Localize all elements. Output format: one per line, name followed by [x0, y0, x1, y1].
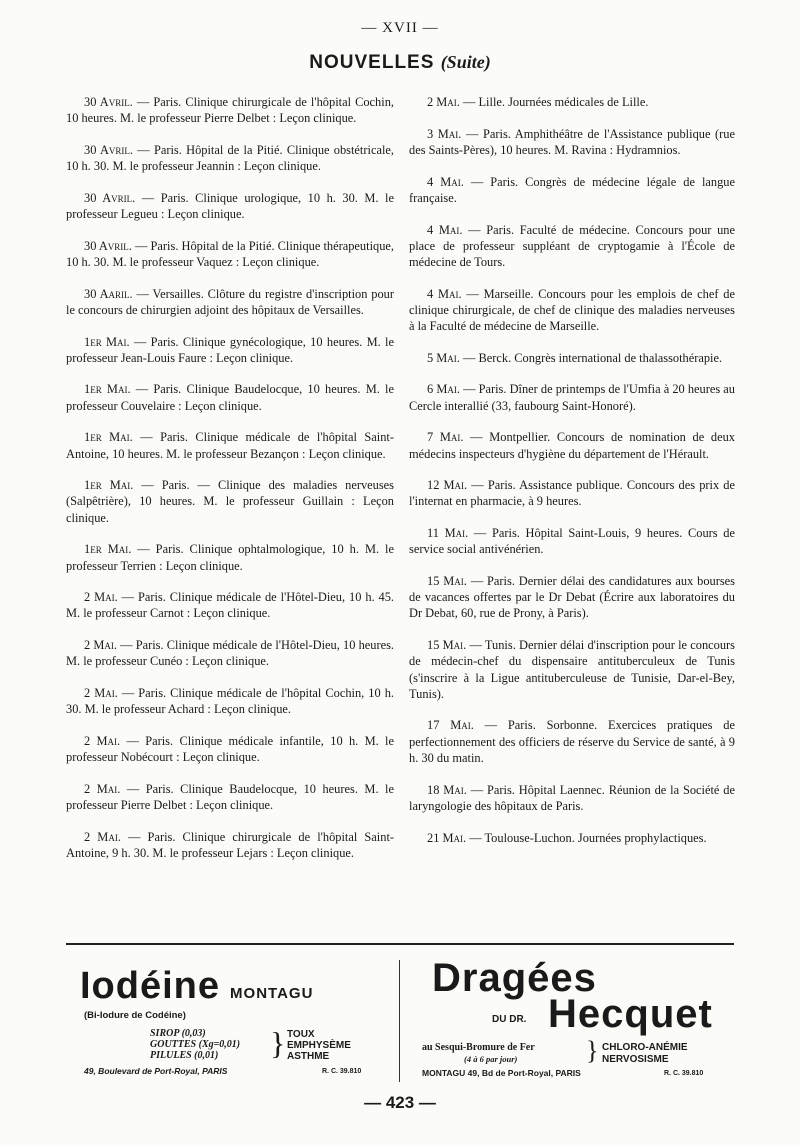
- news-entry-text: — Paris. Hôpital de la Pitié. Clinique obstétricale, 10 h. 30. M. le professeur Jeannin : Leçon clinique.: [66, 142, 394, 174]
- news-entry: [66, 94, 394, 126]
- news-entry: [409, 126, 735, 158]
- news-entry-date: 6 Mai.: [427, 382, 460, 397]
- news-entry-date: 4 Mai.: [427, 222, 463, 237]
- news-entry-text: — Paris. Clinique chirurgicale de l'hôpital Cochin, 10 heures. M. le professeur Pierre Delbet : Leçon clinique.: [66, 95, 394, 126]
- news-entry-text: — Paris. Clinique gynécologique, 10 heures. M. le professeur Jean-Louis Faure : Leçon clinique.: [66, 334, 395, 365]
- advert-brace: }: [270, 1025, 286, 1061]
- news-entry-date: 21 Mai.: [427, 830, 467, 845]
- news-entry-text: — Paris. Clinique Baudelocque, 10 heures. M. le professeur Couvelaire : Leçon clinique.: [66, 382, 394, 413]
- advert-indication-nervosisme: NERVOSISME: [602, 1054, 669, 1065]
- ads-vertical-divider: [399, 960, 400, 1082]
- news-entry-text: — Paris. Sorbonne. Exercices pratiques de perfectionnement des officiers de réserve du Service de santé, à 9 h. 30 du matin.: [409, 718, 735, 765]
- advert-iodeine-subtitle: (Bi-Iodure de Codéine): [84, 1010, 186, 1021]
- news-entry-text: — Tunis. Dernier délai d'inscription pour le concours de médecin-chef du dispensaire antituberculeux de Tunis (s'inscrire à la Ligue antituberculeuse de Tunisie, Dar-el-Bey, Tunis).: [409, 638, 735, 701]
- page-number: — 423 —: [364, 1093, 436, 1112]
- news-entry-date: 30 Avril.: [84, 142, 134, 157]
- advert-form-drops: GOUTTES (Xg=0,01): [150, 1039, 241, 1050]
- advert-hecquet-dose: (4 à 6 par jour): [464, 1054, 518, 1064]
- news-entry-date: 2 Mai.: [84, 829, 121, 844]
- right-column: [409, 94, 735, 861]
- advert-hecquet-address: MONTAGU 49, Bd de Port-Royal, PARIS: [422, 1068, 581, 1078]
- news-entry-text: — Paris. Hôpital Laennec. Réunion de la Société de laryngologie des hôpitaux de Paris.: [409, 782, 735, 813]
- news-entry-text: — Paris. Hôpital de la Pitié. Clinique thérapeutique, 10 h. 30. M. le professeur Vaquez : Leçon clinique.: [66, 238, 394, 269]
- news-entry-text: — Lille. Journées médicales de Lille.: [459, 95, 649, 109]
- news-entry-date: 2 Mai.: [84, 686, 118, 701]
- news-entry: [66, 381, 394, 413]
- news-entry-text: — Paris. — Clinique des maladies nerveuses (Salpêtrière), 10 heures. M. le professeur Guillain : Leçon clinique.: [66, 478, 395, 525]
- news-entry-date: 1er Mai.: [84, 334, 130, 349]
- news-entry: [66, 541, 394, 573]
- news-entry-text: — Paris. Congrès de médecine légale de langue française.: [409, 174, 735, 205]
- news-entry: [409, 637, 735, 702]
- news-entry-date: 12 Mai.: [427, 478, 468, 493]
- news-entry: [409, 222, 735, 271]
- news-entry-text: — Berck. Congrès international de thalassothérapie.: [459, 350, 723, 365]
- news-entry: [409, 477, 735, 509]
- news-entry-text: — Paris. Clinique médicale de l'hôpital Saint-Antoine, 10 heures. M. le professeur Bezançon : Leçon clinique.: [66, 430, 394, 461]
- advert-indication-chloro: CHLORO-ANÉMIE: [602, 1042, 688, 1053]
- left-column: [66, 94, 394, 877]
- news-entry-text: — Paris. Clinique ophtalmologique, 10 h. M. le professeur Terrien : Leçon clinique.: [66, 542, 395, 573]
- news-entry-text: — Paris. Clinique médicale de l'Hôtel-Dieu, 10 heures. M. le professeur Cunéo : Leçon clinique.: [66, 638, 395, 669]
- news-entry-date: 4 Mai.: [427, 174, 464, 189]
- ads-divider: [66, 943, 734, 945]
- news-entry-date: 30 Avril.: [84, 190, 136, 205]
- news-entry: [66, 286, 394, 318]
- advert-hecquet-name2: Hecquet: [548, 992, 713, 1036]
- news-entry: [409, 429, 735, 461]
- news-entry-date: 30 Avril.: [84, 95, 133, 109]
- news-entry-date: 3 Mai.: [427, 126, 462, 141]
- news-entry: [66, 477, 394, 526]
- news-entry: [409, 830, 735, 846]
- news-entry-text: — Paris. Clinique médicale infantile, 10 h. M. le professeur Nobécourt : Leçon clinique.: [66, 733, 395, 765]
- advert-hecquet-desc: au Sesqui-Bromure de Fer: [422, 1042, 535, 1053]
- advert-iodeine-brand: MONTAGU: [230, 985, 314, 1002]
- news-entry: [66, 637, 394, 669]
- section-title: [0, 52, 800, 74]
- advert-iodeine-rc: R. C. 39.810: [322, 1068, 362, 1075]
- news-entry-text: — Paris. Amphithéâtre de l'Assistance publique (rue des Saints-Pères), 10 heures. M. Ravina : Hydramnios.: [409, 126, 736, 157]
- advert-indication-toux: TOUX: [287, 1029, 315, 1040]
- title-suffix: (Suite): [440, 52, 491, 72]
- news-entry-text: — Paris. Clinique médicale de l'Hôtel-Dieu, 10 h. 45. M. le professeur Carnot : Leçon clinique.: [66, 590, 395, 621]
- news-entry: [409, 381, 735, 413]
- news-entry-text: — Paris. Clinique urologique, 10 h. 30. M. le professeur Legueu : Leçon clinique.: [66, 190, 394, 222]
- news-entry-date: 15 Mai.: [427, 574, 467, 589]
- advert-indication-emphyseme: EMPHYSÈME: [287, 1040, 351, 1051]
- news-entry-date: 2 Mai.: [84, 781, 121, 796]
- news-entry-text: — Marseille. Concours pour les emplois de chef de clinique chirurgicale, de chef de clinique des maladies nerveuses à la Faculté de médecine de Marseille.: [409, 286, 735, 334]
- title-text: NOUVELLES: [309, 52, 435, 73]
- news-entry: [66, 781, 394, 813]
- news-entry-text: — Paris. Clinique médicale de l'hôpital Cochin, 10 h. 30. M. le professeur Achard : Leçon clinique.: [66, 686, 394, 717]
- news-entry-date: 1er Mai.: [84, 382, 131, 397]
- news-entry: [66, 829, 394, 861]
- news-entry-text: — Montpellier. Concours de nomination de deux médecins inspecteurs d'hygiène du département de l'Hérault.: [409, 430, 735, 461]
- news-entry: [66, 142, 394, 174]
- news-entry: [66, 733, 394, 765]
- news-entry: [409, 286, 735, 335]
- advert-iodeine: [80, 950, 385, 1085]
- news-entry-date: 2 Mai.: [84, 638, 117, 653]
- news-entry-date: 1er Mai.: [84, 478, 134, 493]
- advert-hecquet-name1: Dragées: [432, 956, 597, 1000]
- news-entry-date: 15 Mai.: [427, 638, 467, 653]
- news-entry: [66, 238, 394, 270]
- news-entry-date: 2 Mai.: [84, 590, 118, 605]
- news-entry: [66, 589, 394, 621]
- news-entry-text: — Paris. Clinique chirurgicale de l'hôpital Saint-Antoine, 9 h. 30. M. le professeur Lejars : Leçon clinique.: [66, 829, 395, 860]
- news-entry-date: 1er Mai.: [84, 430, 133, 445]
- news-entry-text: — Paris. Dernier délai des candidatures aux bourses de vacances offertes par le Dr Debat (Écrire aux laboratoires du Dr Debat, 60, rue de Prony, à Paris).: [409, 574, 735, 621]
- news-entry-text: — Paris. Dîner de printemps de l'Umfia à 20 heures au Cercle interallié (33, faubourg Saint-Honoré).: [409, 382, 735, 413]
- news-entry: [409, 174, 735, 206]
- news-entry: [409, 525, 735, 557]
- news-entry-text: — Toulouse-Luchon. Journées prophylactiques.: [466, 830, 707, 845]
- news-entry-date: 17 Mai.: [427, 718, 474, 733]
- news-entry: [409, 573, 735, 622]
- news-entry: [66, 429, 394, 461]
- news-entry-text: — Paris. Clinique Baudelocque, 10 heures. M. le professeur Pierre Delbet : Leçon clinique.: [66, 781, 394, 813]
- advert-hecquet-dudr: DU DR.: [492, 1014, 527, 1025]
- advert-hecquet-rc: R. C. 39.810: [664, 1070, 704, 1077]
- news-entry-date: 4 Mai.: [427, 286, 462, 301]
- news-entry-date: 1er Mai.: [84, 542, 132, 557]
- news-entry-text: — Paris. Assistance publique. Concours des prix de l'internat en pharmacie, à 9 heures.: [409, 478, 736, 509]
- news-entry: [409, 350, 735, 366]
- news-entry: [409, 782, 735, 814]
- news-entry: [409, 717, 735, 766]
- news-entry: [66, 334, 394, 366]
- advert-iodeine-address: 49, Boulevard de Port-Royal, PARIS: [84, 1066, 228, 1076]
- news-entry-date: 30 Aaril.: [84, 286, 133, 301]
- news-entry-text: — Versailles. Clôture du registre d'inscription pour le concours de chirurgien adjoint des hôpitaux de Versailles.: [66, 286, 394, 317]
- roman-page-header: — XVII —: [361, 20, 439, 36]
- news-entry-date: 11 Mai.: [427, 526, 469, 541]
- advert-form-pills: PILULES (0,01): [150, 1050, 219, 1061]
- news-entry-date: 5 Mai.: [427, 350, 460, 365]
- advert-iodeine-name: Iodéine: [80, 965, 221, 1007]
- news-entry: [409, 94, 735, 110]
- news-entry-date: 18 Mai.: [427, 782, 467, 797]
- news-entry-text: — Paris. Hôpital Saint-Louis, 9 heures. Cours de service social antivénérien.: [409, 526, 735, 557]
- advert-brace: }: [586, 1036, 599, 1065]
- advert-form-syrup: SIROP (0,03): [150, 1028, 206, 1039]
- advert-hecquet: [420, 950, 740, 1085]
- advert-indication-asthme: ASTHME: [287, 1051, 330, 1062]
- news-entry-date: 2 Mai.: [84, 733, 121, 748]
- news-entry-text: — Paris. Faculté de médecine. Concours pour une place de professeur suppléant de cryptogamie à l'École de médecine de Tours.: [409, 222, 735, 269]
- news-entry-date: 7 Mai.: [427, 430, 464, 445]
- news-entry-date: 30 Avril.: [84, 238, 132, 253]
- news-entry: [66, 190, 394, 222]
- news-entry: [66, 685, 394, 717]
- news-entry-date: 2 Mai.: [427, 95, 460, 109]
